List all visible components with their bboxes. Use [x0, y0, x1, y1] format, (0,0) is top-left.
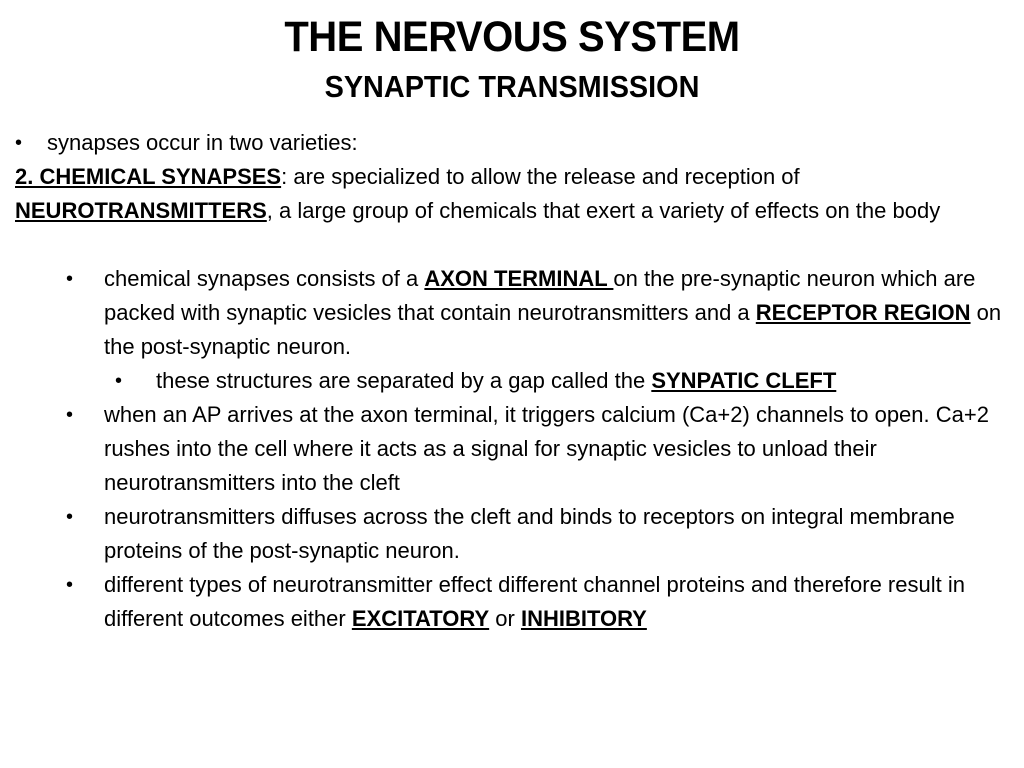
- slide-body: [15, 126, 1010, 636]
- bullet-text: when an AP arrives at the axon terminal, it triggers calcium (Ca+2) channels to open. Ca+2 rushes into the cell where it acts as a signal for synaptic vesicles to unload their neurotransmitters into the cleft: [104, 402, 989, 495]
- bullet-text: on the pre-synaptic neuron which are packed with synaptic vesicles that contain neurotransmitters and a: [104, 266, 976, 325]
- sub-bullet-item-synaptic-cleft: [15, 364, 1010, 398]
- bullet-dot: •: [66, 404, 74, 426]
- bullet-text: or: [489, 606, 521, 631]
- term-neurotransmitters: NEUROTRANSMITTERS: [15, 198, 267, 223]
- bullet-dot: •: [115, 370, 123, 392]
- bullet-text: chemical synapses consists of a: [104, 266, 425, 291]
- bullet-text: neurotransmitters diffuses across the cleft and binds to receptors on integral membrane proteins of the post-synaptic neuron.: [104, 504, 955, 563]
- bullet-item-diffusion: [15, 500, 1010, 568]
- slide-title: THE NERVOUS SYSTEM: [284, 13, 740, 61]
- term-synaptic-cleft: SYNPATIC CLEFT: [651, 368, 837, 393]
- bullet-text: these structures are separated by a gap called the: [156, 368, 652, 393]
- term-excitatory: EXCITATORY: [351, 606, 490, 631]
- bullet-item-axon-terminal: [15, 262, 1010, 364]
- definition-text-1: : are specialized to allow the release and reception of: [281, 164, 800, 189]
- definition-text-2: , a large group of chemicals that exert a variety of effects on the body: [266, 198, 941, 223]
- bullet-item-outcomes: [15, 568, 1010, 636]
- chemical-synapses-definition: [15, 160, 980, 228]
- bullet-dot: •: [66, 268, 74, 290]
- term-axon-terminal: AXON TERMINAL: [424, 266, 614, 291]
- slide-subtitle: SYNAPTIC TRANSMISSION: [324, 69, 700, 104]
- bullet-text: different types of neurotransmitter effect different channel proteins and therefore result in different outcomes either: [104, 572, 965, 631]
- term-chemical-synapses: 2. CHEMICAL SYNAPSES: [15, 164, 282, 189]
- spacer: [15, 228, 1010, 262]
- intro-bullet-item: [15, 126, 1010, 160]
- bullet-dot: •: [66, 574, 74, 596]
- bullet-dot: •: [66, 506, 74, 528]
- intro-bullet-text: synapses occur in two varieties:: [47, 130, 358, 155]
- term-inhibitory: INHIBITORY: [520, 606, 647, 631]
- bullet-text: on the post-synaptic neuron.: [104, 300, 1002, 359]
- bullet-dot: •: [15, 132, 23, 154]
- term-receptor-region: RECEPTOR REGION: [755, 300, 971, 325]
- bullet-item-action-potential: [15, 398, 1010, 500]
